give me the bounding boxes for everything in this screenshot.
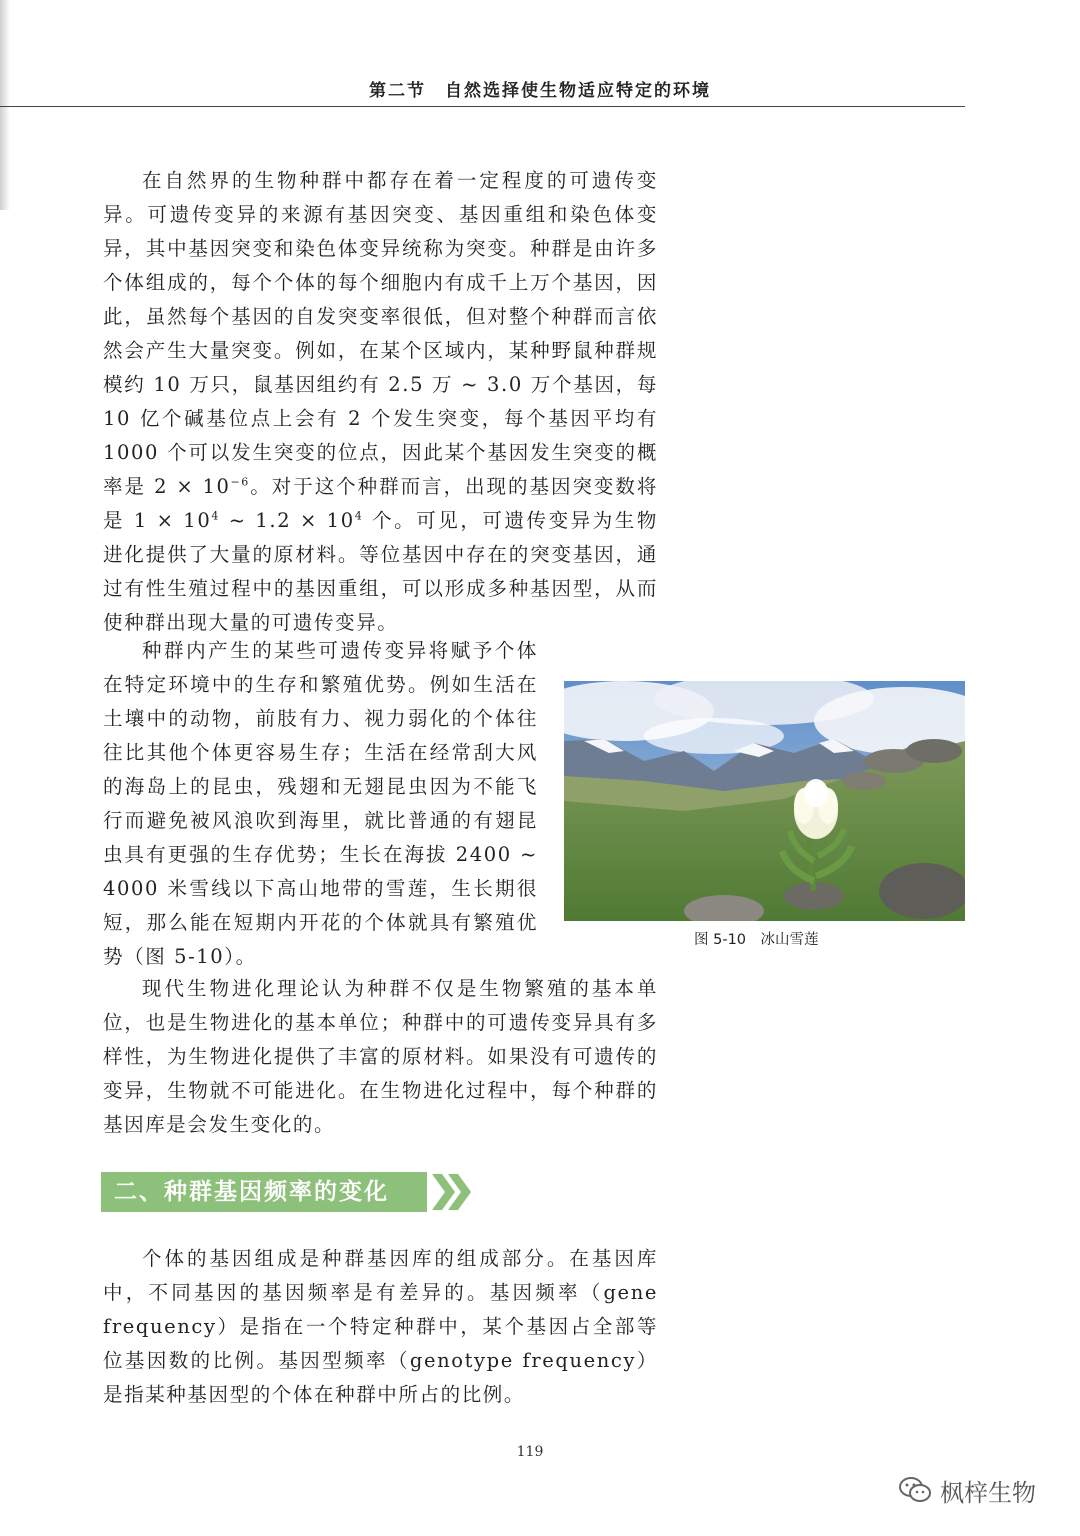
paragraph-population-unit: 现代生物进化理论认为种群不仅是生物繁殖的基本单位，也是生物进化的基本单位；种群中的可遗传变异具有多样性，为生物进化提供了丰富的原材料。如果没有可遗传的变异，生物就不可能进化。在生物进化过程中，每个种群的基因库是会发生变化的。 (103, 977, 658, 1136)
paragraph-gene-frequency: 个体的基因组成是种群基因库的组成部分。在基因库中，不同基因的基因频率是有差异的。基因频率（gene frequency）是指在一个特定种群中，某个基因占全部等位基因数的比例。基因型频率（genotype frequency）是指某种基因型的个体在种群中所占的比例。 (103, 1247, 658, 1406)
page-number: 119 (516, 1444, 544, 1460)
snow-lotus-illustration (564, 681, 965, 921)
binding-shadow (0, 0, 10, 210)
p1-exponent-b: 4 (211, 509, 220, 523)
header-rule (0, 106, 965, 107)
paragraph-survival-advantage: 种群内产生的某些可遗传变异将赋予个体在特定环境中的生存和繁殖优势。例如生活在土壤中的动物，前肢有力、视力弱化的个体往往比其他个体更容易生存；生活在经常刮大风的海岛上的昆虫，残翅和无翅昆虫因为不能飞行而避免被风浪吹到海里，就比普通的有翅昆虫具有更强的生存优势；生长在海拔 2400 ~ 4000 米雪线以下高山地带的雪莲，生长期很短，那么能在短期内开花的个体就具有繁殖优势（图 5-10）。 (103, 639, 538, 968)
p1-exponent-c: 4 (354, 509, 364, 523)
p1-text-d: 个。可见，可遗传变异为生物进化提供了大量的原材料。等位基因中存在的突变基因，通过有性生殖过程中的基因重组，可以形成多种基因型，从而使种群出现大量的可遗传变异。 (103, 509, 658, 634)
p1-text-b: 。对于这个种群而言，出现的基因突变数将是 1 × 10 (103, 475, 658, 532)
watermark-text: 枫梓生物 (940, 1478, 1036, 1507)
p1-exponent-a: −6 (230, 475, 250, 489)
watermark (898, 1470, 1036, 1510)
p1-text-a: 在自然界的生物种群中都存在着一定程度的可遗传变异。可遗传变异的来源有基因突变、基因重组和染色体变异，其中基因突变和染色体变异统称为突变。种群是由许多个体组成的，每个个体的每个细胞内有成千上万个基因，因此，虽然每个基因的自发突变率很低，但对整个种群而言依然会产生大量突变。例如，在某个区域内，某种野鼠种群规模约 10 万只，鼠基因组约有 2.5 万 ~ 3.0 万个基因，每 10 亿个碱基位点上会有 2 个发生突变，每个基因平均有 1000 个可以发生突变的位点，因此某个基因发生突变的概率是 2 × 10 (103, 169, 658, 498)
section-heading: 二、种群基因频率的变化 (114, 1179, 389, 1205)
paragraph-variation-sources (103, 164, 658, 640)
wechat-icon (898, 1475, 932, 1505)
figure-caption: 图 5-10 冰山雪莲 (694, 932, 819, 948)
double-chevron-icon (428, 1172, 474, 1212)
snow-lotus-photo (564, 681, 965, 921)
running-header: 第二节 自然选择使生物适应特定的环境 (369, 81, 711, 101)
p1-text-c: ~ 1.2 × 10 (219, 509, 355, 532)
